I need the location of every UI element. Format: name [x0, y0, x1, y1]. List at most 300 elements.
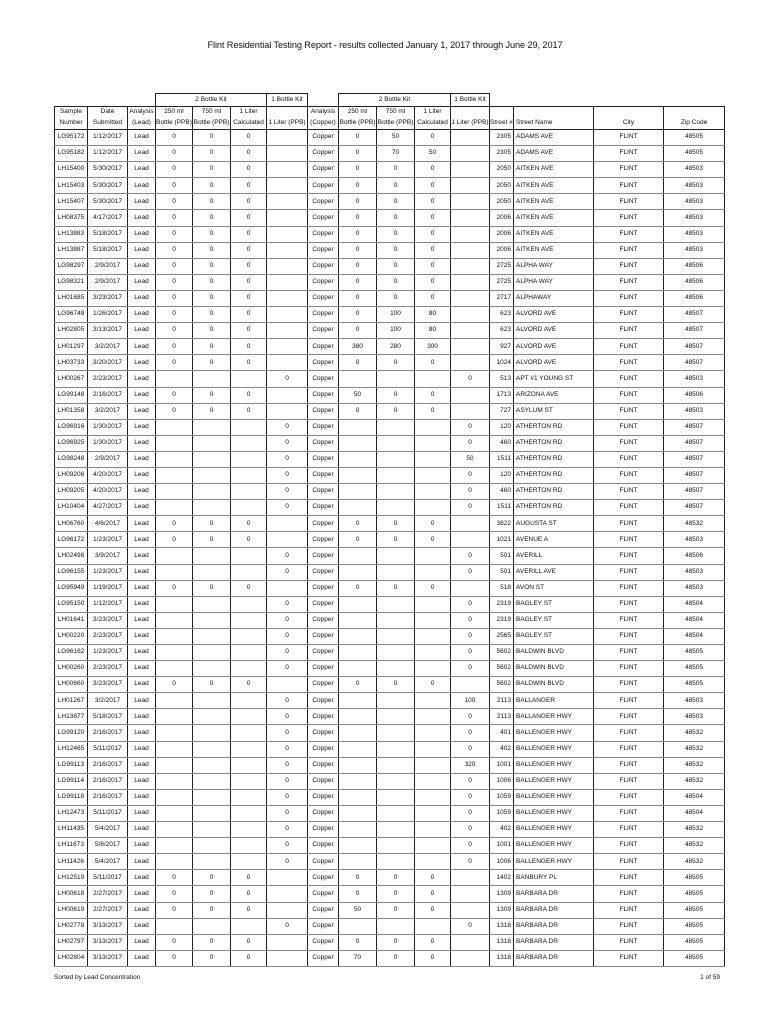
- cell-canalysis: Copper: [308, 870, 339, 886]
- cell-onel: [267, 210, 308, 226]
- cell-onel: [267, 274, 308, 290]
- cell-ml250: [156, 661, 193, 677]
- cell-street-num: 1059: [490, 789, 514, 805]
- cell-street-name: BALLENGER HWY: [514, 805, 594, 821]
- cell-ml750: [193, 645, 231, 661]
- cell-cliter: 0: [415, 210, 451, 226]
- cell-cliter: 0: [415, 226, 451, 242]
- table-row: [55, 741, 725, 757]
- cell-ml750: [193, 805, 231, 821]
- cell-analysis: Lead: [128, 532, 156, 548]
- cell-sample: LH13883: [55, 226, 88, 242]
- kit1-lead-header: 1 Bottle Kit: [267, 94, 308, 107]
- cell-canalysis: Copper: [308, 628, 339, 644]
- cell-street-num: 2305: [490, 130, 514, 146]
- cell-analysis: Lead: [128, 612, 156, 628]
- cell-cliter: 0: [415, 242, 451, 258]
- cell-date: 2/23/2017: [88, 661, 128, 677]
- cell-liter: 0: [231, 934, 267, 950]
- cell-canalysis: Copper: [308, 146, 339, 162]
- cell-cml250: [339, 419, 377, 435]
- column-header-row-1: [55, 107, 725, 119]
- cell-cliter: 0: [415, 178, 451, 194]
- cell-cml250: [339, 741, 377, 757]
- cell-canalysis: Copper: [308, 194, 339, 210]
- cell-street-name: AVON ST: [514, 580, 594, 596]
- cell-zip: 48504: [664, 789, 725, 805]
- cell-liter: [231, 548, 267, 564]
- cell-liter: 0: [231, 210, 267, 226]
- cell-cml750: 0: [377, 886, 415, 902]
- cell-street-name: ADAMS AVE: [514, 146, 594, 162]
- cell-canalysis: Copper: [308, 934, 339, 950]
- cell-date: 3/9/2017: [88, 548, 128, 564]
- cell-street-num: 2725: [490, 274, 514, 290]
- cell-liter: 0: [231, 580, 267, 596]
- cell-ml250: 0: [156, 274, 193, 290]
- cell-cliter: 0: [415, 870, 451, 886]
- cell-sample: LG99118: [55, 789, 88, 805]
- cell-zip: 48505: [664, 645, 725, 661]
- cell-date: 5/4/2017: [88, 822, 128, 838]
- cell-street-name: ALVORD AVE: [514, 323, 594, 339]
- cell-cml250: 0: [339, 403, 377, 419]
- cell-cliter: 0: [415, 130, 451, 146]
- cell-analysis: Lead: [128, 854, 156, 870]
- cell-cliter: 0: [415, 403, 451, 419]
- cell-cml750: [377, 467, 415, 483]
- cell-analysis: Lead: [128, 950, 156, 966]
- col-750ml: 750 ml: [193, 107, 231, 119]
- cell-sample: LG96916: [55, 419, 88, 435]
- cell-onel: 0: [267, 757, 308, 773]
- cell-cliter: 0: [415, 902, 451, 918]
- cell-zip: 48506: [664, 387, 725, 403]
- cell-date: 5/30/2017: [88, 194, 128, 210]
- cell-date: 4/20/2017: [88, 467, 128, 483]
- cell-street-num: 120: [490, 467, 514, 483]
- cell-canalysis: Copper: [308, 467, 339, 483]
- cell-city: FLINT: [594, 693, 664, 709]
- cell-conel: [451, 387, 490, 403]
- cell-onel: [267, 290, 308, 306]
- cell-zip: 48507: [664, 451, 725, 467]
- cell-zip: 48503: [664, 242, 725, 258]
- cell-ml250: [156, 484, 193, 500]
- cell-date: 5/4/2017: [88, 854, 128, 870]
- table-row: [55, 612, 725, 628]
- cell-street-num: 2050: [490, 178, 514, 194]
- cell-liter: 0: [231, 339, 267, 355]
- cell-street-num: 2006: [490, 226, 514, 242]
- cell-street-name: ATHERTON RD: [514, 451, 594, 467]
- cell-ml750: [193, 564, 231, 580]
- cell-street-num: 120: [490, 419, 514, 435]
- cell-street-name: AITKEN AVE: [514, 210, 594, 226]
- cell-conel: [451, 516, 490, 532]
- cell-ml250: [156, 918, 193, 934]
- cell-street-name: BAGLEY ST: [514, 628, 594, 644]
- cell-city: FLINT: [594, 934, 664, 950]
- cell-sample: LH09205: [55, 484, 88, 500]
- cell-onel: 0: [267, 628, 308, 644]
- cell-canalysis: Copper: [308, 612, 339, 628]
- cell-city: FLINT: [594, 258, 664, 274]
- cell-street-num: 2050: [490, 162, 514, 178]
- cell-analysis: Lead: [128, 564, 156, 580]
- report-title: Flint Residential Testing Report - results collected January 1, 2017 through June 29, 2017: [207, 40, 563, 50]
- cell-zip: 48505: [664, 918, 725, 934]
- cell-sample: LG98321: [55, 274, 88, 290]
- cell-ml250: 0: [156, 902, 193, 918]
- table-row: [55, 419, 725, 435]
- cell-date: 1/30/2017: [88, 419, 128, 435]
- cell-liter: [231, 435, 267, 451]
- cell-liter: 0: [231, 274, 267, 290]
- cell-street-name: ASYLUM ST: [514, 403, 594, 419]
- cell-street-name: ALVORD AVE: [514, 355, 594, 371]
- cell-date: 4/20/2017: [88, 484, 128, 500]
- cell-liter: 0: [231, 226, 267, 242]
- cell-ml250: [156, 854, 193, 870]
- cell-date: 4/27/2017: [88, 500, 128, 516]
- cell-cml250: 0: [339, 194, 377, 210]
- cell-zip: 48503: [664, 709, 725, 725]
- cell-zip: 48506: [664, 274, 725, 290]
- cell-zip: 48506: [664, 258, 725, 274]
- cell-ml250: 0: [156, 355, 193, 371]
- cell-city: FLINT: [594, 290, 664, 306]
- cell-canalysis: Copper: [308, 371, 339, 387]
- cell-city: FLINT: [594, 854, 664, 870]
- cell-cliter: [415, 596, 451, 612]
- cell-zip: 48505: [664, 661, 725, 677]
- cell-analysis: Lead: [128, 419, 156, 435]
- cell-street-name: ALVORD AVE: [514, 339, 594, 355]
- cell-ml750: 0: [193, 886, 231, 902]
- cell-conel: [451, 934, 490, 950]
- col-750ml-2: Bottle (PPB): [193, 118, 231, 130]
- cell-ml750: [193, 757, 231, 773]
- cell-city: FLINT: [594, 805, 664, 821]
- cell-zip: 48504: [664, 612, 725, 628]
- cell-date: 2/23/2017: [88, 371, 128, 387]
- cell-cml250: [339, 805, 377, 821]
- cell-cml750: [377, 725, 415, 741]
- cell-zip: 48505: [664, 677, 725, 693]
- cell-street-num: 2006: [490, 210, 514, 226]
- cell-city: FLINT: [594, 918, 664, 934]
- cell-canalysis: Copper: [308, 661, 339, 677]
- cell-city: FLINT: [594, 130, 664, 146]
- cell-street-num: 1021: [490, 532, 514, 548]
- cell-ml750: 0: [193, 870, 231, 886]
- table-row: [55, 789, 725, 805]
- cell-analysis: Lead: [128, 645, 156, 661]
- cell-canalysis: Copper: [308, 854, 339, 870]
- cell-conel: [451, 258, 490, 274]
- cell-conel: 0: [451, 709, 490, 725]
- cell-cml250: [339, 918, 377, 934]
- cell-cml750: [377, 709, 415, 725]
- footer-sort-note: Sorted by Lead Concentration: [54, 974, 141, 981]
- cell-city: FLINT: [594, 950, 664, 966]
- cell-cml250: 0: [339, 210, 377, 226]
- cell-sample: LH15407: [55, 194, 88, 210]
- cell-liter: 0: [231, 130, 267, 146]
- table-row: [55, 822, 725, 838]
- cell-canalysis: Copper: [308, 210, 339, 226]
- cell-cml750: [377, 645, 415, 661]
- cell-conel: [451, 210, 490, 226]
- table-row: [55, 355, 725, 371]
- cell-liter: 0: [231, 258, 267, 274]
- cell-street-num: 1318: [490, 918, 514, 934]
- cell-conel: 0: [451, 661, 490, 677]
- cell-cml750: 0: [377, 516, 415, 532]
- cell-cliter: [415, 484, 451, 500]
- cell-date: 1/19/2017: [88, 580, 128, 596]
- cell-canalysis: Copper: [308, 789, 339, 805]
- cell-city: FLINT: [594, 146, 664, 162]
- cell-street-num: 5602: [490, 677, 514, 693]
- cell-ml750: 0: [193, 387, 231, 403]
- cell-street-name: ALVORD AVE: [514, 307, 594, 323]
- cell-street-num: 2050: [490, 194, 514, 210]
- cell-street-name: BARBARA DR: [514, 934, 594, 950]
- cell-canalysis: Copper: [308, 307, 339, 323]
- cell-cliter: [415, 725, 451, 741]
- cell-cml250: 0: [339, 934, 377, 950]
- cell-street-name: AITKEN AVE: [514, 242, 594, 258]
- cell-cml750: [377, 741, 415, 757]
- cell-street-name: AVERILL: [514, 548, 594, 564]
- cell-canalysis: Copper: [308, 258, 339, 274]
- cell-analysis: Lead: [128, 355, 156, 371]
- cell-zip: 48507: [664, 355, 725, 371]
- cell-canalysis: Copper: [308, 274, 339, 290]
- cell-city: FLINT: [594, 902, 664, 918]
- cell-liter: [231, 757, 267, 773]
- cell-liter: [231, 805, 267, 821]
- cell-date: 3/23/2017: [88, 677, 128, 693]
- cell-street-name: AITKEN AVE: [514, 162, 594, 178]
- col-copper-750ml: 750 ml: [377, 107, 415, 119]
- cell-canalysis: Copper: [308, 757, 339, 773]
- cell-street-num: 623: [490, 307, 514, 323]
- cell-ml750: 0: [193, 258, 231, 274]
- cell-street-name: BALLENGER HWY: [514, 773, 594, 789]
- cell-date: 1/26/2017: [88, 307, 128, 323]
- cell-analysis: Lead: [128, 435, 156, 451]
- cell-conel: 0: [451, 371, 490, 387]
- cell-onel: [267, 950, 308, 966]
- cell-onel: 0: [267, 645, 308, 661]
- col-1liter: 1 Liter: [231, 107, 267, 119]
- cell-analysis: Lead: [128, 194, 156, 210]
- table-row: [55, 210, 725, 226]
- cell-ml750: 0: [193, 902, 231, 918]
- cell-canalysis: Copper: [308, 822, 339, 838]
- cell-ml250: [156, 467, 193, 483]
- cell-city: FLINT: [594, 677, 664, 693]
- cell-canalysis: Copper: [308, 339, 339, 355]
- cell-ml250: 0: [156, 886, 193, 902]
- cell-sample: LH15403: [55, 178, 88, 194]
- cell-onel: [267, 162, 308, 178]
- cell-cliter: 0: [415, 934, 451, 950]
- cell-liter: 0: [231, 870, 267, 886]
- cell-street-name: BANBURY PL: [514, 870, 594, 886]
- cell-street-num: 1024: [490, 355, 514, 371]
- cell-sample: LG99148: [55, 387, 88, 403]
- cell-street-num: 1318: [490, 934, 514, 950]
- cell-zip: 48504: [664, 805, 725, 821]
- cell-liter: [231, 741, 267, 757]
- cell-analysis: Lead: [128, 918, 156, 934]
- cell-liter: [231, 500, 267, 516]
- col-copper-250ml: 250 ml: [339, 107, 377, 119]
- cell-sample: LH01641: [55, 612, 88, 628]
- cell-street-name: BALLANGER: [514, 693, 594, 709]
- cell-date: 2/16/2017: [88, 725, 128, 741]
- cell-liter: [231, 854, 267, 870]
- cell-city: FLINT: [594, 709, 664, 725]
- cell-sample: LH12473: [55, 805, 88, 821]
- cell-sample: LG96925: [55, 435, 88, 451]
- cell-ml750: 0: [193, 162, 231, 178]
- table-row: [55, 645, 725, 661]
- cell-ml250: 0: [156, 339, 193, 355]
- cell-sample: LH01297: [55, 339, 88, 355]
- cell-cml250: 50: [339, 387, 377, 403]
- cell-street-num: 402: [490, 741, 514, 757]
- cell-cliter: [415, 854, 451, 870]
- cell-onel: 0: [267, 854, 308, 870]
- cell-liter: 0: [231, 146, 267, 162]
- cell-conel: [451, 323, 490, 339]
- col-analysis-2: (Lead): [128, 118, 156, 130]
- cell-ml750: 0: [193, 339, 231, 355]
- cell-cml750: 100: [377, 307, 415, 323]
- cell-zip: 48505: [664, 950, 725, 966]
- cell-cml750: [377, 500, 415, 516]
- cell-cml250: [339, 564, 377, 580]
- cell-conel: 0: [451, 822, 490, 838]
- cell-analysis: Lead: [128, 757, 156, 773]
- cell-zip: 48532: [664, 741, 725, 757]
- cell-ml250: [156, 612, 193, 628]
- col-sample-2: Number: [55, 118, 88, 130]
- col-copper-1liter-ppb-2: 1 Liter (PPB): [451, 118, 490, 130]
- cell-cml250: [339, 773, 377, 789]
- cell-liter: [231, 918, 267, 934]
- cell-ml250: [156, 805, 193, 821]
- cell-cml750: [377, 805, 415, 821]
- cell-ml750: [193, 500, 231, 516]
- cell-street-name: BARBARA DR: [514, 886, 594, 902]
- cell-cliter: 0: [415, 950, 451, 966]
- cell-canalysis: Copper: [308, 741, 339, 757]
- cell-canalysis: Copper: [308, 403, 339, 419]
- cell-ml750: [193, 822, 231, 838]
- cell-analysis: Lead: [128, 274, 156, 290]
- cell-conel: [451, 580, 490, 596]
- cell-ml750: [193, 484, 231, 500]
- cell-cml750: 0: [377, 387, 415, 403]
- col-copper-250ml-2: Bottle (PPB): [339, 118, 377, 130]
- cell-canalysis: Copper: [308, 773, 339, 789]
- cell-canalysis: Copper: [308, 532, 339, 548]
- cell-sample: LH01685: [55, 290, 88, 306]
- cell-cml750: [377, 371, 415, 387]
- cell-city: FLINT: [594, 757, 664, 773]
- cell-analysis: Lead: [128, 371, 156, 387]
- table-row: [55, 757, 725, 773]
- cell-analysis: Lead: [128, 693, 156, 709]
- cell-sample: LG96172: [55, 532, 88, 548]
- cell-analysis: Lead: [128, 130, 156, 146]
- cell-conel: 0: [451, 548, 490, 564]
- cell-conel: [451, 226, 490, 242]
- cell-street-name: ALPHA WAY: [514, 258, 594, 274]
- cell-conel: [451, 178, 490, 194]
- cell-date: 5/8/2017: [88, 838, 128, 854]
- cell-onel: 0: [267, 773, 308, 789]
- cell-city: FLINT: [594, 645, 664, 661]
- cell-conel: 0: [451, 500, 490, 516]
- cell-zip: 48504: [664, 596, 725, 612]
- cell-ml750: [193, 693, 231, 709]
- cell-liter: [231, 709, 267, 725]
- cell-street-num: 513: [490, 371, 514, 387]
- cell-onel: [267, 403, 308, 419]
- cell-conel: [451, 146, 490, 162]
- cell-cml250: 70: [339, 950, 377, 966]
- cell-analysis: Lead: [128, 789, 156, 805]
- cell-city: FLINT: [594, 870, 664, 886]
- cell-zip: 48507: [664, 323, 725, 339]
- cell-canalysis: Copper: [308, 323, 339, 339]
- table-row: [55, 323, 725, 339]
- cell-street-name: ATHERTON RD: [514, 500, 594, 516]
- cell-date: 1/23/2017: [88, 645, 128, 661]
- cell-conel: [451, 162, 490, 178]
- cell-cml250: 0: [339, 258, 377, 274]
- cell-street-num: 5602: [490, 661, 514, 677]
- cell-cml750: [377, 451, 415, 467]
- cell-analysis: Lead: [128, 838, 156, 854]
- cell-city: FLINT: [594, 548, 664, 564]
- cell-street-name: BARBARA DR: [514, 918, 594, 934]
- cell-conel: [451, 870, 490, 886]
- cell-sample: LG95150: [55, 596, 88, 612]
- cell-onel: 0: [267, 484, 308, 500]
- cell-ml250: [156, 645, 193, 661]
- cell-canalysis: Copper: [308, 500, 339, 516]
- table-row: [55, 709, 725, 725]
- table-row: [55, 194, 725, 210]
- cell-canalysis: Copper: [308, 725, 339, 741]
- cell-conel: 0: [451, 612, 490, 628]
- cell-onel: 0: [267, 612, 308, 628]
- cell-cml750: 0: [377, 274, 415, 290]
- cell-street-num: 1318: [490, 950, 514, 966]
- cell-ml750: [193, 435, 231, 451]
- cell-liter: [231, 725, 267, 741]
- cell-zip: 48503: [664, 178, 725, 194]
- table-row: [55, 661, 725, 677]
